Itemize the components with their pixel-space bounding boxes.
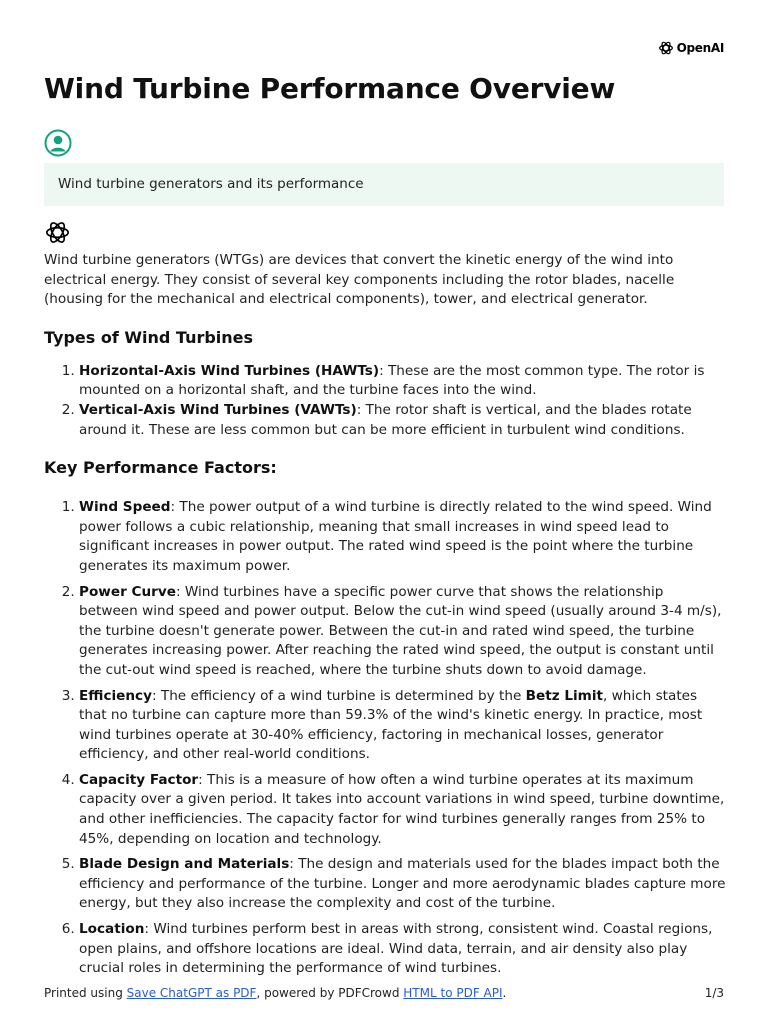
item-text: : Wind turbines perform best in areas with strong, consistent wind. Coastal regions, open plains, and offshore locations are ideal. Wind data, terrain, and air density also play crucial roles in determining the performance of wind turbines. [79, 921, 713, 977]
factors-list [44, 498, 726, 979]
brand-logo [658, 40, 724, 56]
user-prompt-text: Wind turbine generators and its performance [58, 176, 364, 192]
user-avatar-icon [44, 129, 72, 157]
types-list [44, 362, 726, 440]
item-term: Wind Speed [79, 499, 171, 516]
list-item [79, 498, 726, 576]
page-title: Wind Turbine Performance Overview [44, 72, 616, 105]
save-chatgpt-pdf-link[interactable]: Save ChatGPT as PDF [126, 986, 257, 1000]
assistant-avatar-icon [44, 219, 71, 246]
item-text: : The power output of a wind turbine is directly related to the wind speed. Wind power follows a cubic relationship, meaning that small increases in wind speed lead to significant increases in power output. The rated wind speed is the point where the turbine generates its maximum power. [79, 499, 712, 574]
item-text: : The rotor shaft is vertical, and the blades rotate around it. These are less common but can be more efficient in turbulent wind conditions. [79, 401, 692, 438]
page-footer [44, 986, 724, 1000]
item-text: : These are the most common type. The rotor is mounted on a horizontal shaft, and the turbine faces into the wind. [79, 362, 705, 399]
brand-name: OpenAI [676, 41, 724, 55]
item-text: : Wind turbines have a specific power curve that shows the relationship between wind speed and power output. Below the cut-in wind speed (usually around 3-4 m/s), the turbine doesn't generate power. Between the cut-in and rated wind speed, the turbine generates increasing power. After reaching the rated wind speed, the output is constant until the cut-out wind speed is reached, where the turbine shuts down to avoid damage. [79, 583, 722, 678]
types-heading: Types of Wind Turbines [44, 327, 254, 347]
item-text: , which states that no turbine can capture more than 59.3% of the wind's kinetic energy. In practice, most wind turbines operate at 30-40% efficiency, factoring in mechanical losses, generator efficiency, and other real-world conditions. [79, 687, 703, 763]
item-term: Horizontal-Axis Wind Turbines (HAWTs) [79, 362, 380, 379]
list-item [79, 920, 726, 979]
openai-logo-icon [658, 40, 674, 56]
item-term: Vertical-Axis Wind Turbines (VAWTs) [79, 401, 357, 418]
footer-credit [44, 986, 506, 1000]
item-text: : This is a measure of how often a wind turbine operates at its maximum capacity over a given period. It takes into account variations in wind speed, turbine downtime, and other inefficiencies. The capacity factor for wind turbines generally ranges from 25% to 45%, depending on location and technology. [79, 771, 725, 847]
page-number: 1/3 [704, 986, 724, 1000]
item-text: : The design and materials used for the blades impact both the efficiency and performance of the turbine. Longer and more aerodynamic blades capture more energy, but they also increase the complexity and cost of the turbine. [79, 856, 726, 912]
item-term: Power Curve [79, 583, 176, 600]
item-text: : The efficiency of a wind turbine is determined by the [151, 687, 526, 704]
html-to-pdf-api-link[interactable]: HTML to PDF API [403, 986, 503, 1000]
list-item [79, 687, 726, 765]
list-item [79, 362, 726, 401]
list-item [79, 771, 726, 849]
list-item [79, 583, 726, 681]
item-term: Capacity Factor [79, 771, 199, 788]
factors-heading: Key Performance Factors: [44, 458, 277, 478]
item-term: Blade Design and Materials [79, 856, 290, 873]
footer-prefix: Printed using [44, 986, 127, 1000]
item-term: Location [79, 921, 145, 938]
item-term: Efficiency [79, 687, 152, 704]
user-prompt [44, 163, 724, 206]
assistant-response [44, 251, 726, 985]
list-item [79, 855, 726, 914]
intro-paragraph: Wind turbine generators (WTGs) are devices that convert the kinetic energy of the wind into electrical energy. They consist of several key components including the rotor blades, nacelle (housing for the mechanical and electrical components), tower, and electrical generator. [44, 252, 675, 308]
footer-suffix: . [502, 986, 507, 1000]
item-term-inline: Betz Limit [525, 687, 604, 704]
list-item [79, 401, 726, 440]
footer-middle: , powered by PDFCrowd [256, 986, 404, 1000]
